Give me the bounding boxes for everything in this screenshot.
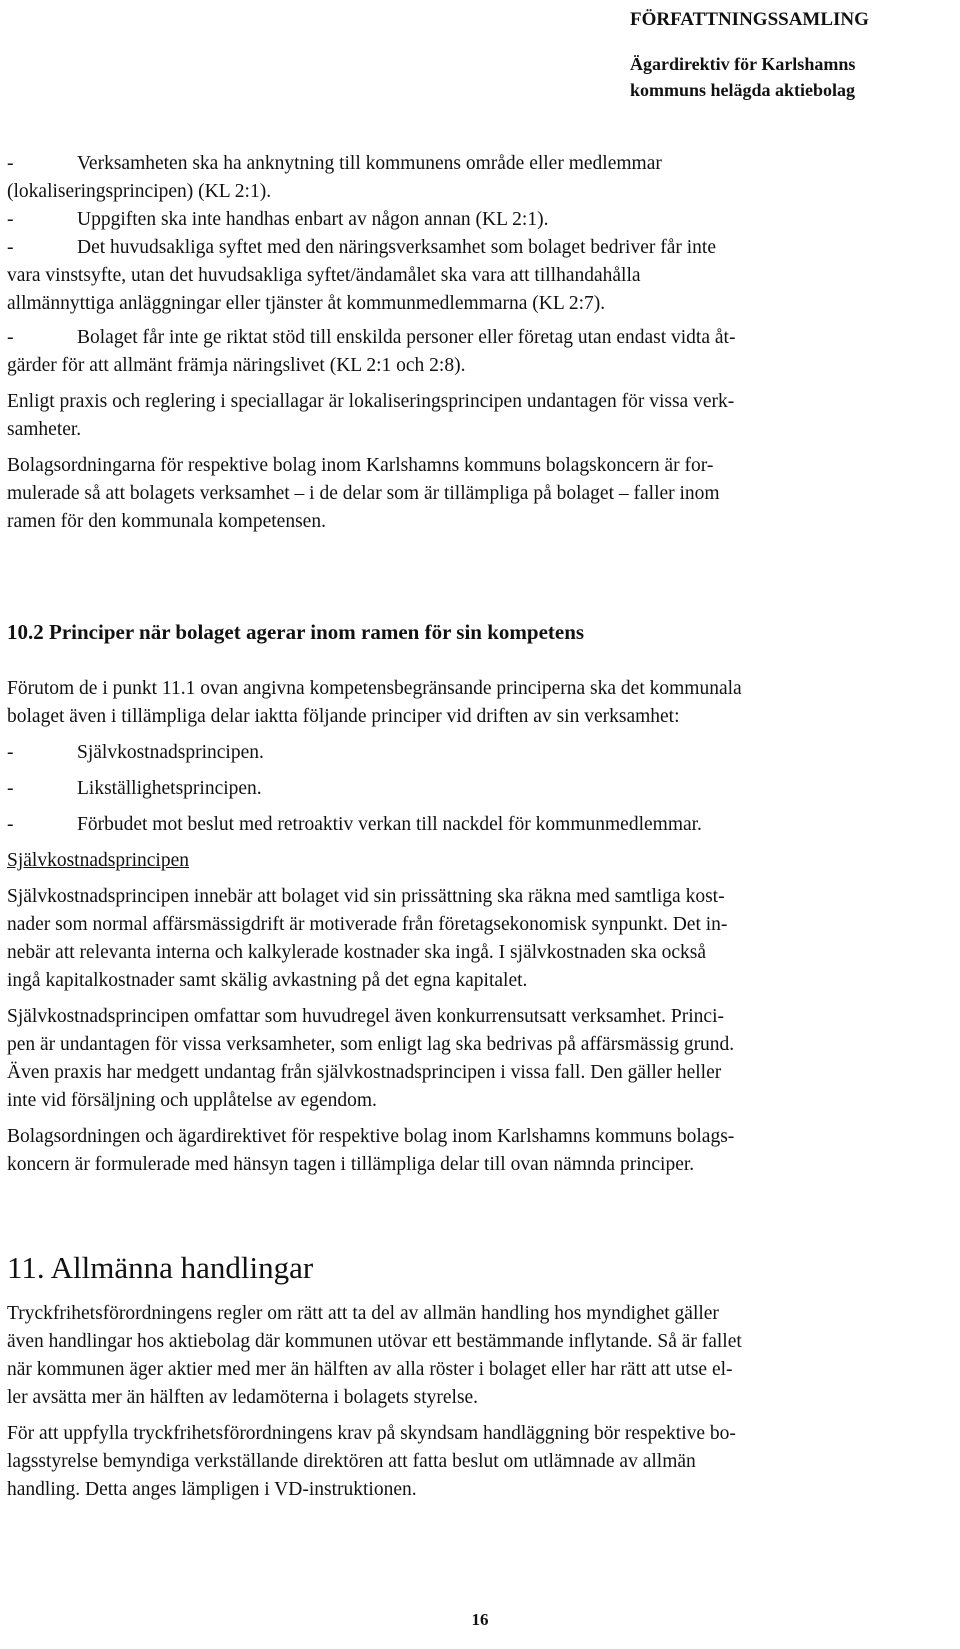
list-dash: -	[7, 814, 14, 835]
list-item	[7, 206, 933, 234]
paragraph-handlaggning	[7, 1420, 933, 1504]
paragraph-line: även handlingar hos aktiebolag där kommunen utövar ett bestämmande inflytande. Så är fallet	[7, 1331, 742, 1352]
paragraph-line: samheter.	[7, 419, 82, 440]
header-title: FÖRFATTNINGSSAMLING	[630, 9, 869, 30]
list-item-text: Självkostnadsprincipen.	[77, 742, 264, 763]
paragraph-line: ingå kapitalkostnader samt skälig avkastning på det egna kapitalet.	[7, 970, 528, 991]
list-item-line: Bolaget får inte ge riktat stöd till enskilda personer eller företag utan endast vidta åt-	[77, 327, 736, 348]
body-block-2	[7, 675, 933, 1179]
paragraph-line: ramen för den kommunala kompetensen.	[7, 511, 326, 532]
section-heading-11: 11. Allmänna handlingar	[7, 1250, 314, 1285]
list-item-line: vara vinstsyfte, utan det huvudsakliga syftet/ändamålet ska vara att tillhandahålla	[7, 265, 641, 286]
list-item	[7, 775, 933, 803]
paragraph-principer	[7, 675, 933, 731]
list-item	[7, 150, 933, 178]
list-item	[7, 811, 933, 839]
paragraph-line: lagsstyrelse bemyndiga verkställande direktören att fatta beslut om utlämnade av allmän	[7, 1451, 696, 1472]
paragraph-line: nebär att relevanta interna och kalkylerade kostnader ska ingå. I självkostnaden ska också	[7, 942, 707, 963]
paragraph-sjalvkostnad-1	[7, 883, 933, 995]
list-dash: -	[7, 237, 14, 258]
paragraph-line: Även praxis har medgett undantag från självkostnadsprincipen i vissa fall. Den gäller heller	[7, 1062, 722, 1083]
subheading	[7, 847, 933, 875]
list-dash: -	[7, 327, 14, 348]
list-dash: -	[7, 153, 14, 174]
list-item-line: gärder för att allmänt främja näringslivet (KL 2:1 och 2:8).	[7, 355, 466, 376]
paragraph-sjalvkostnad-2	[7, 1003, 933, 1115]
page-number: 16	[471, 1610, 489, 1629]
header-subtitle-line1: Ägardirektiv för Karlshamns	[630, 54, 856, 74]
list-item-text: Förbudet mot beslut med retroaktiv verkan till nackdel för kommunmedlemmar.	[77, 814, 702, 835]
paragraph-line: koncern är formulerade med hänsyn tagen i tillämpliga delar till ovan nämnda principer.	[7, 1154, 695, 1175]
paragraph-line: Bolagsordningen och ägardirektivet för respektive bolag inom Karlshamns kommuns bolags-	[7, 1126, 735, 1147]
list-item-line: Uppgiften ska inte handhas enbart av någon annan (KL 2:1).	[77, 209, 549, 230]
body-block-1	[7, 150, 933, 536]
header-subtitle-line2: kommuns helägda aktiebolag	[630, 80, 856, 100]
subheading-text: Självkostnadsprincipen	[7, 850, 189, 871]
list-dash: -	[7, 778, 14, 799]
list-item	[7, 234, 933, 262]
paragraph-line: Förutom de i punkt 11.1 ovan angivna kompetensbegränsande principerna ska det kommunala	[7, 678, 742, 699]
section-heading-10-2: 10.2 Principer när bolaget agerar inom ramen för sin kompetens	[7, 620, 585, 644]
paragraph-line: när kommunen äger aktier med mer än hälften av alla röster i bolaget eller har rätt att utse el-	[7, 1359, 733, 1380]
paragraph-line: mulerade så att bolagets verksamhet – i de delar som är tillämpliga på bolaget – faller inom	[7, 483, 720, 504]
list-item-line: (lokaliseringsprincipen) (KL 2:1).	[7, 181, 272, 202]
paragraph-line: För att uppfylla tryckfrihetsförordningens krav på skyndsam handläggning bör respektive bo-	[7, 1423, 736, 1444]
paragraph-line: Självkostnadsprincipen omfattar som huvudregel även konkurrensutsatt verksamhet. Princi-	[7, 1006, 724, 1027]
list-item-line: Verksamheten ska ha anknytning till kommunens område eller medlemmar	[77, 153, 662, 174]
list-item-line: allmännyttiga anläggningar eller tjänster åt kommunmedlemmarna (KL 2:7).	[7, 293, 606, 314]
list-item	[7, 739, 933, 767]
list-item-text: Likställighetsprincipen.	[77, 778, 262, 799]
paragraph-line: Bolagsordningarna för respektive bolag inom Karlshamns kommuns bolagskoncern är for-	[7, 455, 714, 476]
paragraph-line: handling. Detta anges lämpligen i VD-instruktionen.	[7, 1479, 417, 1500]
paragraph-bolagsordningen	[7, 1123, 933, 1179]
paragraph-line: ler avsätta mer än hälften av ledamöterna i bolagets styrelse.	[7, 1387, 479, 1408]
paragraph-lokalisering	[7, 388, 933, 444]
list-dash: -	[7, 209, 14, 230]
paragraph-bolagsordningar	[7, 452, 933, 536]
list-item-line: Det huvudsakliga syftet med den näringsverksamhet som bolaget bedriver får inte	[77, 237, 716, 258]
paragraph-tryckfrihet	[7, 1300, 933, 1412]
paragraph-line: Enligt praxis och reglering i speciallagar är lokaliseringsprincipen undantagen för vissa verk-	[7, 391, 735, 412]
paragraph-line: Tryckfrihetsförordningens regler om rätt att ta del av allmän handling hos myndighet gäller	[7, 1303, 719, 1324]
body-block-3	[7, 1300, 933, 1504]
paragraph-line: pen är undantagen för vissa verksamheter, som enligt lag ska bedrivas på affärsmässig grund.	[7, 1034, 735, 1055]
paragraph-line: Självkostnadsprincipen innebär att bolaget vid sin prissättning ska räkna med samtliga kost-	[7, 886, 725, 907]
list-item	[7, 324, 933, 352]
paragraph-line: nader som normal affärsmässigdrift är motiverade från företagsekonomisk synpunkt. Det in-	[7, 914, 728, 935]
list-dash: -	[7, 742, 14, 763]
paragraph-line: inte vid försäljning och upplåtelse av egendom.	[7, 1090, 377, 1111]
paragraph-line: bolaget även i tillämpliga delar iaktta följande principer vid driften av sin verksamhet:	[7, 706, 680, 727]
